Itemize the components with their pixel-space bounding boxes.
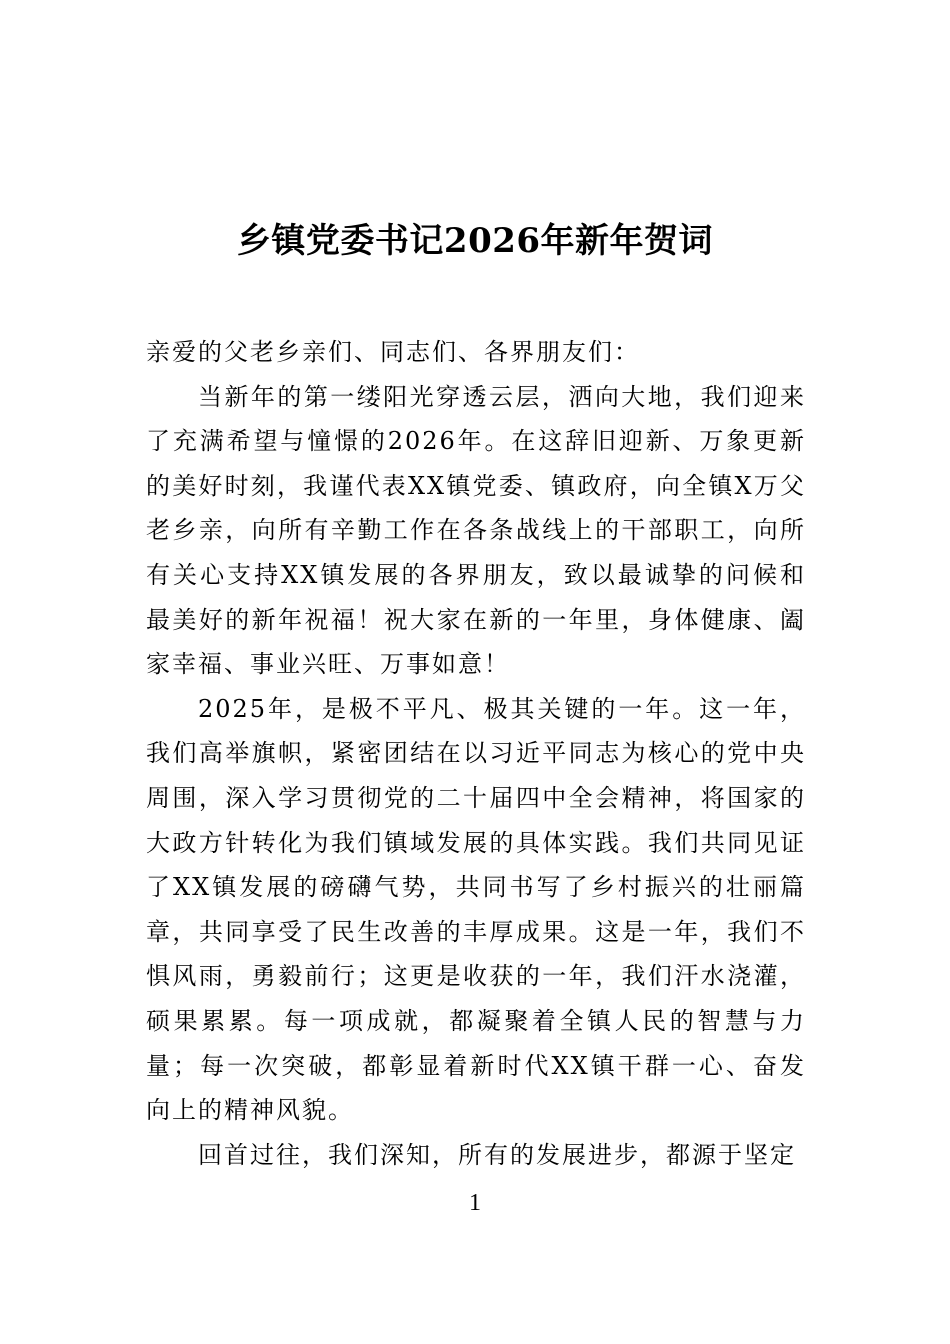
page-number: 1 xyxy=(469,1190,481,1216)
paragraph-3: 回首过往，我们深知，所有的发展进步，都源于坚定 xyxy=(198,1140,796,1169)
document-title: 乡镇党委书记2026年新年贺词 xyxy=(236,220,714,261)
salutation: 亲爱的父老乡亲们、同志们、各界朋友们： xyxy=(146,338,640,366)
document-body xyxy=(146,330,806,1177)
paragraph-2: 2025年，是极不平凡、极其关键的一年。这一年，我们高举旗帜，紧密团结在以习近平同志为核心的党中央周围，深入学习贯彻党的二十届四中全会精神，将国家的大政方针转化为我们镇域发展的具体实践。我们共同见证了XX镇发展的磅礴气势，共同书写了乡村振兴的壮丽篇章，共同享受了民生改善的丰厚成果。这是一年，我们不惧风雨，勇毅前行；这更是收获的一年，我们汗水浇灌，硕果累累。每一项成就，都凝聚着全镇人民的智慧与力量；每一次突破，都彰显着新时代XX镇干群一心、奋发向上的精神风貌。 xyxy=(146,694,806,1125)
paragraph-1: 当新年的第一缕阳光穿透云层，洒向大地，我们迎来了充满希望与憧憬的2026年。在这辞旧迎新、万象更新的美好时刻，我谨代表XX镇党委、镇政府，向全镇X万父老乡亲，向所有辛勤工作在各条战线上的干部职工，向所有关心支持XX镇发展的各界朋友，致以最诚挚的问候和最美好的新年祝福！祝大家在新的一年里，身体健康、阖家幸福、事业兴旺、万事如意！ xyxy=(146,382,806,679)
